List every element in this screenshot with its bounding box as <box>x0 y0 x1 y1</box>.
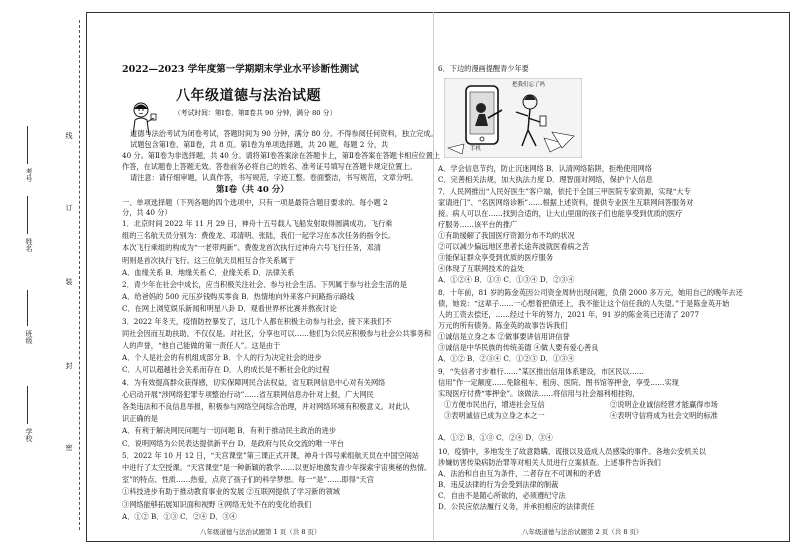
footer-right: 八年级道德与法治试题第 2 页（共 8 页） <box>522 528 643 536</box>
binding-dashed-line <box>79 20 80 530</box>
question-line: 5．2022 年 10 月 12 日，“天宫课堂”第三课正式开课，神舟十四号乘组航天员在中国空间站 <box>122 450 420 460</box>
question-line: C．自由不是随心所欲的，必须遵纪守法 <box>438 491 566 500</box>
question-line: 涉嫌妨害传染病防治罪等对相关人员进行立案侦查。上述事件告诉我们 <box>438 458 661 467</box>
question-line: 人的声誉，“他自己能做的第一责任人”。这是由于 <box>122 341 281 350</box>
q9-option: ③表明诚信已成为立身之本之一 <box>444 411 545 420</box>
question-line: C．人可以超越社会关系而存在 D．人的成长是不断社会化的过程 <box>122 365 330 375</box>
question-line: A．血缘关系 B．地缘关系 C．业缘关系 D．法律关系 <box>122 267 295 277</box>
question-line: ④体现了互联网技术的益处 <box>438 264 525 273</box>
footer-left: 八年级道德与法治试题第 1 页（共 8 页） <box>200 528 321 536</box>
question-line: A．法治和自由互为条件，二者存在不可调和的矛盾 <box>438 469 602 478</box>
seal-char-xian: 线 <box>65 132 73 139</box>
question-line: C．在网上浏览娱乐新闻和明星八卦 D．观看世界杯比赛并熬夜讨论 <box>122 304 337 314</box>
column-divider <box>433 12 434 540</box>
question-line: 各类违法和不良信息举报，积极参与网络空间综合治理，并对网络环境有积极意义。对此认 <box>122 402 410 411</box>
class-blank <box>27 290 28 326</box>
cartoon-phone-label: 手机 <box>470 146 482 152</box>
question-line: ③能保证群众享受到优质的医疗服务 <box>438 253 554 262</box>
cartoon-illustration <box>444 78 582 158</box>
question-line: 6．下边的漫画提醒青少年要 <box>438 64 529 73</box>
exam-title: 2022—2023 学年度第一学期期末学业水平诊断性测试 <box>122 64 359 75</box>
seal-char-mi: 密 <box>65 444 73 451</box>
question-line: 本次飞行乘组的构成为“一老带两新”。费俊龙首次执行过神舟六号飞行任务，邓清 <box>122 243 381 253</box>
question-line: ①诚信是立身之本 ②做事要讲信用讲信誉 <box>438 332 570 341</box>
question-line: D．公民应依法履行义务，并承担相应的法律责任 <box>438 502 595 511</box>
question-line: 明则是首次执行飞行。这三位航天员相互合作关系属于 <box>122 255 295 265</box>
q9-option: ②说明企业诚信经营才能赢得市场 <box>610 400 718 409</box>
name-label: 姓名 <box>25 238 33 252</box>
school-blank <box>27 386 28 424</box>
question-line: ②可以减少偏远地区患者长途奔波就医看病之苦 <box>438 242 589 251</box>
question-line: A．①② B．①③ C．②④ D．③④ <box>438 433 553 442</box>
question-line: A．学会信息节约，防止沉迷网络 B．认清网络陷阱，拒绝使用网络 <box>438 164 653 173</box>
question-line: ①科技进步有助于推动教育事业的发展 ②互联网提供了学习新的领域 <box>122 487 340 497</box>
question-line: A．①② B．②③④ C．①②③ D．①③④ <box>438 354 575 363</box>
question-line: 接。病人可以在……找到合适的，让大山里面的孩子们也能享受到优质的医疗 <box>438 209 683 218</box>
question-line: ③网络能够拓展知识面和视野 ④网络无处不在的变化给我们 <box>122 499 312 509</box>
question-line: 中进行了太空授课。“天宫课堂”是一种新颖的教学……以更好地激发青少年探索宇宙奥秘的热情。 <box>122 463 432 472</box>
question-line: 3．2022 年冬天，疫情防控暴发了，这几个人都在积极主动参与社会，接下来我们不 <box>122 316 392 326</box>
question-line: 万元的所有债务。陈金英的故事告诉我们 <box>438 321 568 330</box>
question-line: ①有助缓解了我国医疗资源分布不均的状况 <box>438 231 575 240</box>
question-line: ③诚信是中华民族的传统美德 ④做人要有爱心善良 <box>438 343 599 352</box>
notice-line: 试题包含第Ⅰ卷、第Ⅱ卷，共 8 页。第Ⅰ卷为单项选择题，共 20 题，每题 2 分，共 <box>130 140 389 149</box>
school-label: 学校 <box>25 428 33 442</box>
question-line: 4．为有效提高群众获得感，切实保障网民合法权益，省互联网信息中心对有关网络 <box>122 377 386 387</box>
question-line: C．完善相关法规，加大执法力度 D．理智面对网络，保护个人信息 <box>438 175 653 184</box>
question-line: B．违反法律的行为会受到法律的制裁 <box>438 480 559 489</box>
part1-instruction: 分，共 40 分） <box>122 208 172 217</box>
name-blank <box>27 196 28 234</box>
question-line: 人的工资去偿还，……经过十年的努力，2021 年，91 岁的陈金英已还清了 2077 <box>438 310 700 319</box>
exam-no-blank <box>27 126 28 164</box>
question-line: 室”的特点、性质……热爱，点亮了孩子们的科学梦想。每一“是”……即得“天宫 <box>122 475 374 485</box>
notice-line: 请注意：请仔细审题，认真作答，书写规范，字迹工整。卷面整洁，书写规范，文章分明。 <box>130 173 418 182</box>
question-line: 疗服务……该平台的推广 <box>438 220 518 229</box>
question-line: 同社会因而互助扶助，不仅仅是。对社区，分享也可以……他们为公民应积极参与社会公共事务和 <box>122 328 432 338</box>
question-line: A．给爸妈的 500 元压岁钱购买零食 B．热情地向外来客户问路指示路线 <box>122 292 355 302</box>
class-label: 班级 <box>25 330 33 344</box>
q9-option: ④表明守信将成为社会文明的标准 <box>610 411 718 420</box>
seal-char-zhuang: 装 <box>65 278 73 285</box>
notice-line: 作答，在试题卷上答题无效。答卷前务必将自己的姓名、准考证号填写在答题卡规定位置上。 <box>122 162 417 171</box>
seal-char-feng: 封 <box>65 362 73 369</box>
question-line: 组的三名航天员分别为：费俊龙、邓清明、张陆，我们一起学习在本次任务的指令长。 <box>122 231 396 241</box>
question-line: 债，她说：“这辈子……一心想着把债还上，我不能让这个信任我的人失望。”于是陈金英开始 <box>438 299 730 308</box>
question-line: A．①② B．①③ C．②④ D．③④ <box>122 511 237 521</box>
question-line: 7．人民网推出“人民好医生”客户端，依托于全国三甲医院专家资源，实现“大专 <box>438 187 691 196</box>
question-line: 心启动开展“涉网络犯罪专项整治行动”……省互联网信息办针对上报，广大网民 <box>122 389 374 399</box>
question-line: A．个人是社会的有机组成部分 B．个人的行为决定社会的进步 <box>122 353 322 363</box>
exam-subject: 八年级道德与法治试题 <box>176 88 321 104</box>
question-line: 实现医疗付费“零押金”。该做法……将信用与社会福利相挂钩， <box>438 389 640 398</box>
question-line: 家请进门”、“名医网络诊断”……根据上述资料，提供专业医生互联网问答服务对 <box>438 198 694 207</box>
notice-line: 40 分。第Ⅱ卷为非选择题，共 40 分。请将第Ⅰ卷答案涂在答题卡上，第Ⅱ卷答案在答题卡相应位置上 <box>122 151 441 160</box>
question-line: C．说明网络为公民表达提供新平台 D．是政府与民众交流的唯一平台 <box>122 438 344 448</box>
time-note: （考试时间：第Ⅰ卷、第Ⅱ卷共 90 分钟，满分 80 分） <box>174 109 337 117</box>
exam-no-label: 考号 <box>25 168 33 182</box>
question-line: 8．十年前，81 岁的陈金英因公司资金周转出现问题，负债 2000 多万元，她用自己的晚年去还 <box>438 288 743 297</box>
seal-char-ding: 订 <box>65 204 73 211</box>
question-line: 9．“失信者寸步难行……”某区推出信用体系建设，市区民以…… <box>438 367 644 376</box>
question-line: 2．青少年在社会中成长，应当积极关注社会、参与社会生活。下列属于参与社会生活的是 <box>122 280 407 289</box>
part1-heading: 第Ⅰ卷（共 40 分） <box>216 185 289 195</box>
question-line: A．①②④ B．①③ C．①③④ D．②③④ <box>438 275 575 284</box>
question-line: 识正确的是 <box>122 414 158 424</box>
question-line: 信用”作一定额度……免除租车、租房、医院、图书馆等押金，享受……实现 <box>438 378 679 387</box>
question-line: 10．疫情中，多地发生了故意隐瞒、谎报以及造成人员感染的事件。各地公安机关以 <box>438 447 706 456</box>
part1-instruction: 一、单项选择题（下列各题的四个选项中，只有一项是最符合题目要求的。每小题 2 <box>122 198 388 207</box>
cartoon-speech: 把我们忘了吗 <box>512 82 546 88</box>
question-line: 1．北京时间 2022 年 11 月 29 日，神舟十五号载人飞船发射取得圆满成功。飞行乘 <box>122 219 393 228</box>
q9-option: ①方便市民出行，增进社会互信 <box>444 400 545 409</box>
question-line: A．有利于解决网民问题与一切问题 B．有利于推动民主政治的进步 <box>122 426 337 436</box>
notice-line: 道德与法治考试为闭卷考试，答题时间为 90 分钟，满分 80 分。不得参阅任何资料，独立完成。 <box>130 129 438 138</box>
